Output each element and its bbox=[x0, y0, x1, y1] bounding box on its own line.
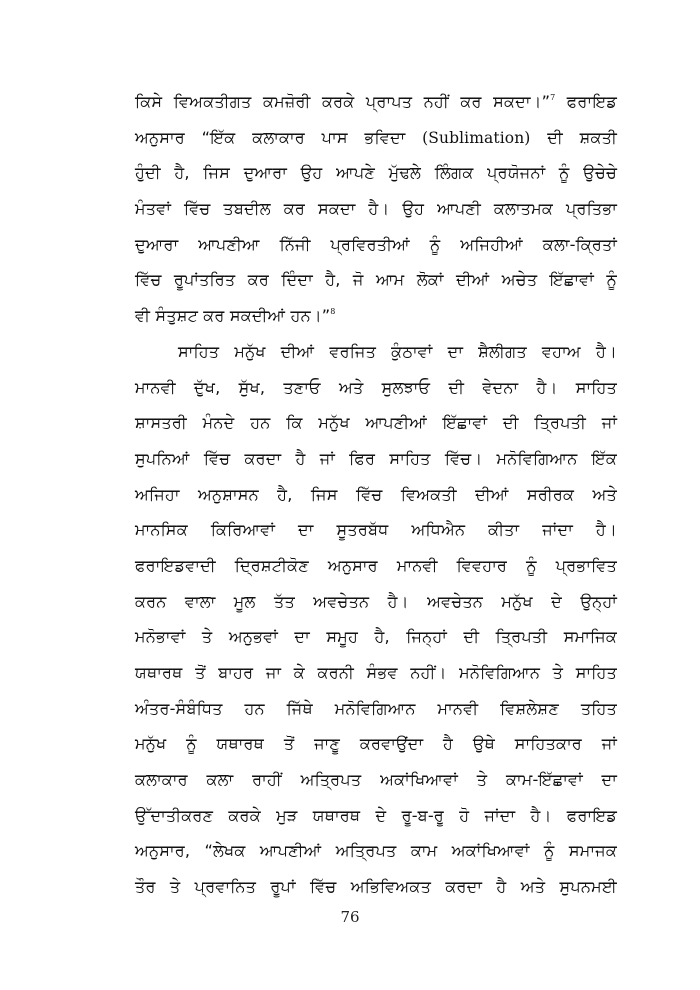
text-line: ਉੱਦਾਤੀਕਰਣ ਕਰਕੇ ਮੁੜ ਯਥਾਰਥ ਦੇ ਰੂ-ਬ-ਰੂ ਹੋ ਜਾਂਦਾ ਹੈ। ਫਰਾਇਡ bbox=[135, 805, 617, 825]
line-text: ਫਰਾਇਡ bbox=[555, 92, 617, 111]
footnote-ref-7[interactable]: 7 bbox=[550, 93, 556, 102]
text-line: ਕਰਨ ਵਾਲਾ ਮੂਲ ਤੱਤ ਅਵਚੇਤਨ ਹੈ। ਅਵਚੇਤਨ ਮਨੁੱਖ ਦੇ ਉਨ੍ਹਾਂ bbox=[135, 591, 617, 611]
line-text: ਅਨੁਸਾਰ “ਇੱਕ ਕਲਾਕਾਰ ਪਾਸ ਭਵਿਦਾ bbox=[135, 127, 423, 147]
text-line: ਫਰਾਇਡਵਾਦੀ ਦ੍ਰਿਸ਼ਟੀਕੋਣ ਅਨੁਸਾਰ ਮਾਨਵੀ ਵਿਵਹਾਰ ਨੂੰ ਪ੍ਰਭਾਵਿਤ bbox=[135, 555, 617, 575]
text-line: ਯਥਾਰਥ ਤੋਂ ਬਾਹਰ ਜਾ ਕੇ ਕਰਨੀ ਸੰਭਵ ਨਹੀਂ। ਮਨੋਵਿਗਿਆਨ ਤੇ ਸਾਹਿਤ bbox=[135, 663, 617, 682]
text-line: ਅਨੁਸਾਰ, “ਲੇਖਕ ਆਪਣੀਆਂ ਅਤ੍ਰਿਪਤ ਕਾਮ ਅਕਾਂਖਿਆਵਾਂ ਨੂੰ ਸਮਾਜਕ bbox=[135, 841, 617, 861]
page-number: 76 bbox=[340, 908, 360, 926]
text-line: ਹੁੰਦੀ ਹੈ, ਜਿਸ ਦੁਆਰਾ ਉਹ ਆਪਣੇ ਮੁੱਢਲੇ ਲਿੰਗਕ ਪ੍ਰਯੋਜਨਾਂ ਨੂੰ ਉਚੇਚੇ bbox=[135, 163, 617, 183]
text-line: ਮਾਨਵੀ ਦੁੱਖ, ਸੁੱਖ, ਤਣਾਓ ਅਤੇ ਸੁਲਝਾਓ ਦੀ ਵੇਦਨਾ ਹੈ। ਸਾਹਿਤ bbox=[135, 377, 617, 397]
text-line: ਕਲਾਕਾਰ ਕਲਾ ਰਾਹੀਂ ਅਤ੍ਰਿਪਤ ਅਕਾਂਖਿਆਵਾਂ ਤੇ ਕਾਮ-ਇੱਛਾਵਾਂ ਦਾ bbox=[135, 770, 617, 790]
line-text: ਵੀ ਸੰਤੁਸ਼ਟ ਕਰ ਸਕਦੀਆਂ ਹਨ।” bbox=[135, 306, 331, 326]
text-line bbox=[135, 298, 617, 334]
text-line: ਮਨੋਭਾਵਾਂ ਤੇ ਅਨੁਭਵਾਂ ਦਾ ਸਮੂਹ ਹੈ, ਜਿਨ੍ਹਾਂ ਦੀ ਤ੍ਰਿਪਤੀ ਸਮਾਜਿਕ bbox=[135, 627, 617, 647]
text-line: ਅਜਿਹਾ ਅਨੁਸ਼ਾਸਨ ਹੈ, ਜਿਸ ਵਿੱਚ ਵਿਅਕਤੀ ਦੀਆਂ ਸਰੀਰਕ ਅਤੇ bbox=[135, 484, 617, 504]
line-text: ਕਿਸੇ ਵਿਅਕਤੀਗਤ ਕਮਜ਼ੋਰੀ ਕਰਕੇ ਪ੍ਰਾਪਤ ਨਹੀਂ ਕਰ ਸਕਦਾ।” bbox=[135, 92, 551, 111]
text-line: ਸੁਪਨਿਆਂ ਵਿੱਚ ਕਰਦਾ ਹੈ ਜਾਂ ਫਿਰ ਸਾਹਿਤ ਵਿੱਚ। ਮਨੋਵਿਗਿਆਨ ਇੱਕ bbox=[135, 448, 617, 468]
text-line bbox=[135, 120, 617, 156]
text-line: ਸਾਹਿਤ ਮਨੁੱਖ ਦੀਆਂ ਵਰਜਿਤ ਕੁੰਠਾਵਾਂ ਦਾ ਸ਼ੈਲੀਗਤ ਵਹਾਅ ਹੈ। bbox=[178, 341, 617, 361]
text-line: ਮਨੁੱਖ ਨੂੰ ਯਥਾਰਥ ਤੋਂ ਜਾਣੂ ਕਰਵਾਉਂਦਾ ਹੈ ਉਥੇ ਸਾਹਿਤਕਾਰ ਜਾਂ bbox=[135, 734, 617, 754]
text-line: ਅੰਤਰ-ਸੰਬੰਧਿਤ ਹਨ ਜਿੱਥੇ ਮਨੋਵਿਗਿਆਨ ਮਾਨਵੀ ਵਿਸ਼ਲੇਸ਼ਣ ਤਹਿਤ bbox=[135, 698, 617, 718]
text-line: ਵਿੱਚ ਰੂਪਾਂਤਰਿਤ ਕਰ ਦਿੰਦਾ ਹੈ, ਜੋ ਆਮ ਲੋਕਾਂ ਦੀਆਂ ਅਚੇਤ ਇੱਛਾਵਾਂ ਨੂੰ bbox=[135, 270, 617, 290]
paragraph-1 bbox=[135, 84, 617, 334]
latin-term: (Sublimation) bbox=[422, 128, 531, 147]
line-text: ਦੀ ਸ਼ਕਤੀ bbox=[530, 127, 617, 147]
paragraph-2 bbox=[135, 334, 617, 905]
text-line: ਮਾਨਸਿਕ ਕਿਰਿਆਵਾਂ ਦਾ ਸੂਤਰਬੱਧ ਅਧਿਐਨ ਕੀਤਾ ਜਾਂਦਾ ਹੈ। bbox=[135, 520, 617, 540]
footnote-ref-8[interactable]: 8 bbox=[330, 307, 336, 317]
text-line: ਮੰਤਵਾਂ ਵਿੱਚ ਤਬਦੀਲ ਕਰ ਸਕਦਾ ਹੈ। ਉਹ ਆਪਣੀ ਕਲਾਤਮਕ ਪ੍ਰਤਿਭਾ bbox=[135, 199, 617, 219]
text-line: ਸ਼ਾਸਤਰੀ ਮੰਨਦੇ ਹਨ ਕਿ ਮਨੁੱਖ ਆਪਣੀਆਂ ਇੱਛਾਵਾਂ ਦੀ ਤ੍ਰਿਪਤੀ ਜਾਂ bbox=[135, 413, 617, 433]
body-text bbox=[135, 84, 617, 905]
text-line: ਦੁਆਰਾ ਆਪਣੀਆ ਨਿੱਜੀ ਪ੍ਰਵਿਰਤੀਆਂ ਨੂੰ ਅਜਿਹੀਆਂ ਕਲਾ-ਕ੍ਰਿਤਾਂ bbox=[135, 234, 617, 254]
text-line bbox=[135, 84, 617, 120]
text-line: ਤੌਰ ਤੇ ਪ੍ਰਵਾਨਿਤ ਰੂਪਾਂ ਵਿੱਚ ਅਭਿਵਿਅਕਤ ਕਰਦਾ ਹੈ ਅਤੇ ਸੁਪਨਮਈ bbox=[135, 877, 617, 897]
